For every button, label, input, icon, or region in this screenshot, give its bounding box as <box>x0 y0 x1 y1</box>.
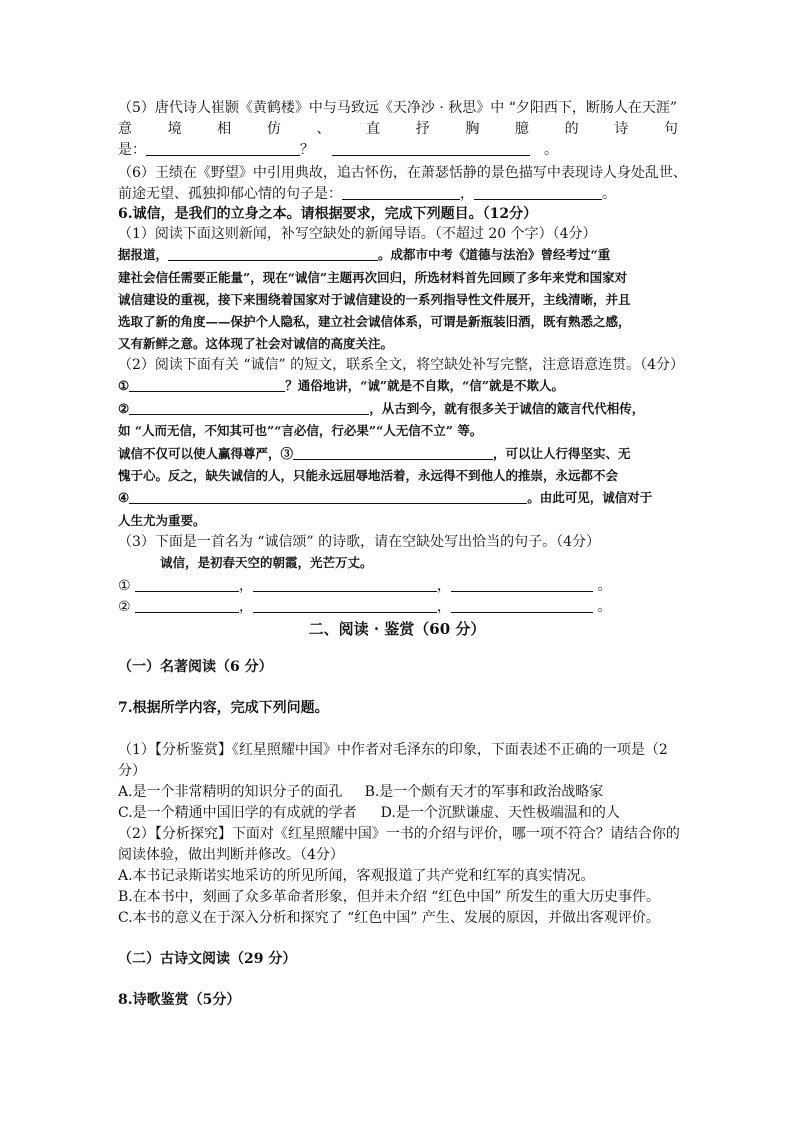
statement-a[interactable]: A.本书记录斯诺实地采访的所见所闻，客观报道了共产党和红军的真实情况。 <box>118 868 595 884</box>
q5-char: 的 <box>564 121 579 137</box>
news-line1 <box>118 245 678 265</box>
q7-2-line2: 阅读体验，做出判断并修改。（4分） <box>118 847 344 863</box>
answer-blank[interactable] <box>451 577 593 592</box>
blank-number: ② <box>118 401 130 416</box>
news-line: 诚信建设的重视，接下来围绕着国家对于诚信建设的一系列指导性文件展开，主线清晰，并且 <box>118 292 631 307</box>
news-rest: 。成都市中考《道德与法治》曾经考过“重 <box>378 247 611 262</box>
answer-blank[interactable] <box>135 577 239 592</box>
q6p-line1: （6）王绩在《野望》中引用典故，追古怀伤，在萧瑟恬静的景色描写中表现诗人身处乱世、 <box>118 165 687 181</box>
news-line: 建社会信任需要正能量”，现在“诚信”主题再次回归，所选材料首先回顾了多年来党和国家对 <box>118 270 628 285</box>
blank-number: ① <box>118 378 130 393</box>
poem-blank-row2 <box>118 597 678 617</box>
q5-line3 <box>118 140 678 160</box>
period: 。 <box>597 599 612 615</box>
option-d[interactable]: D.是一个沉默谦虚、天性极端温和的人 <box>380 805 620 821</box>
q8-title: 8.诗歌鉴赏（5分） <box>118 992 241 1008</box>
comma: ， <box>437 599 452 615</box>
q6p-end: 。 <box>602 186 616 202</box>
q6-sub2: （2）阅读下面有关 “诚信” 的短文，联系全文，将空缺处补写完整，注意语意连贯。（4分） <box>118 357 685 373</box>
q5-char: 胸 <box>465 121 480 137</box>
statement-b[interactable]: B.在本书中，刻画了众多革命者形象，但并未介绍 “红色中国” 所发生的重大历史事件。 <box>118 889 660 905</box>
comma: ， <box>239 578 254 594</box>
passage-text: 诚信不仅可以使人赢得尊严，③ <box>118 446 294 461</box>
q6-sub3: （3）下面是一首名为 “诚信颂” 的诗歌，请在空缺处写出恰当的句子。（4分） <box>118 534 601 550</box>
news-line: 选取了新的角度——保护个人隐私，建立社会诚信体系，可谓是新瓶装旧酒，既有熟悉之感， <box>118 314 631 329</box>
q5-question-mark: ？ <box>300 142 314 158</box>
q7-1-line2: 分） <box>118 763 146 779</box>
passage-line7: 人生尤为重要。 <box>118 513 206 528</box>
blank-number: ② <box>118 599 131 615</box>
q5-char: 句 <box>663 121 678 137</box>
option-b[interactable]: B.是一个颇有天才的军事和政治战略家 <box>364 784 604 800</box>
passage-line1 <box>118 376 678 396</box>
q5-prefix: 是： <box>118 142 146 158</box>
passage-text: 。由此可见，诚信对于 <box>527 490 653 505</box>
q6p-sep: ， <box>460 186 474 202</box>
passage-line2 <box>118 399 678 419</box>
blank-number: ① <box>118 578 131 594</box>
q6p-prefix: 前途无望、孤独抑郁心情的句子是： <box>118 186 342 202</box>
news-prefix: 据报道， <box>118 247 169 262</box>
q5-line2 <box>118 119 678 139</box>
q6-sub1: （1）阅读下面这则新闻，补写空缺处的新闻导语。（不超过 20 个字）（4分） <box>118 226 597 242</box>
answer-blank[interactable] <box>135 598 239 613</box>
q5-end: 。 <box>544 142 558 158</box>
q5-char: 抒 <box>415 121 430 137</box>
answer-blank[interactable] <box>129 489 527 504</box>
passage-text: ？通俗地讲，“诚”就是不自欺，“信”就是不欺人。 <box>285 378 564 393</box>
passage-line6 <box>118 488 678 508</box>
statement-c[interactable]: C.本书的意义在于深入分析和探究了 “红色中国” 产生、发展的原因，并做出客观评价。 <box>118 910 660 926</box>
answer-blank[interactable] <box>474 185 602 200</box>
q5-line1: （5）唐代诗人崔颢《黄鹤楼》中与马致远《天净沙 · 秋思》中 “夕阳西下，断肠人在天涯” <box>118 100 678 116</box>
q7-title: 7.根据所学内容，完成下列问题。 <box>118 700 329 716</box>
subsection-title: （一）名著阅读（6 分） <box>118 659 273 675</box>
answer-blank[interactable] <box>146 141 300 156</box>
q5-char: 仿 <box>266 121 281 137</box>
answer-blank[interactable] <box>342 185 460 200</box>
answer-blank[interactable] <box>253 577 437 592</box>
answer-blank[interactable] <box>293 445 493 460</box>
q7-1-line1: （1）【分析鉴赏】《红星照耀中国》中作者对毛泽东的印象，下面表述不正确的一项是（2 <box>118 742 668 758</box>
options-row2 <box>118 803 678 823</box>
passage-line3: 如 “人而无信，不知其可也”“言必信，行必果”“人无信不立” 等。 <box>118 423 483 438</box>
q5-char: 臆 <box>515 121 529 137</box>
comma: ， <box>239 599 254 615</box>
comma: ， <box>437 578 452 594</box>
passage-line4 <box>118 444 678 464</box>
passage-line5: 愧于心。反之，缺失诚信的人，只能永远屈辱地活着，永远得不到他人的推崇，永远都不会 <box>118 468 619 483</box>
news-line: 又有新鲜之意。这体现了社会对诚信的高度关注。 <box>118 336 394 351</box>
subsection-title: （二）古诗文阅读（29 分） <box>118 951 297 967</box>
options-row1 <box>118 782 678 802</box>
q5-char: 诗 <box>614 121 629 137</box>
answer-blank[interactable] <box>168 246 378 261</box>
q6p-line2 <box>118 184 678 204</box>
poem-blank-row1 <box>118 576 678 596</box>
answer-blank[interactable] <box>253 598 437 613</box>
q7-2-line1: （2）【分析探究】下面对《红星照耀中国》一书的介绍与评价，哪一项不符合？请结合你的 <box>118 826 680 842</box>
q6-title: 6.诚信，是我们的立身之本。请根据要求，完成下列题目。（12分） <box>118 206 538 222</box>
q5-char: 直 <box>366 121 381 137</box>
q5-char: 意 <box>118 121 132 137</box>
period: 。 <box>597 578 612 594</box>
passage-text: ，从古到今，就有很多关于诚信的箴言代代相传， <box>369 401 645 416</box>
option-c[interactable]: C.是一个精通中国旧学的有成就的学者 <box>118 805 357 821</box>
answer-blank[interactable] <box>451 598 593 613</box>
poem-line: 诚信，是初春天空的朝霞，光芒万丈。 <box>160 555 373 570</box>
blank-number: ④ <box>118 490 130 505</box>
answer-blank[interactable] <box>129 400 369 415</box>
passage-text: ，可以让人行得坚实、无 <box>493 446 631 461</box>
option-a[interactable]: A.是一个非常精明的知识分子的面孔 <box>118 784 343 800</box>
q5-char: 相 <box>217 121 232 137</box>
section-title: 二、阅读 · 鉴赏（60 分） <box>308 620 486 638</box>
q5-char: 境 <box>167 121 182 137</box>
q5-char: 、 <box>316 121 331 137</box>
answer-blank[interactable] <box>332 141 530 156</box>
answer-blank[interactable] <box>129 377 285 392</box>
